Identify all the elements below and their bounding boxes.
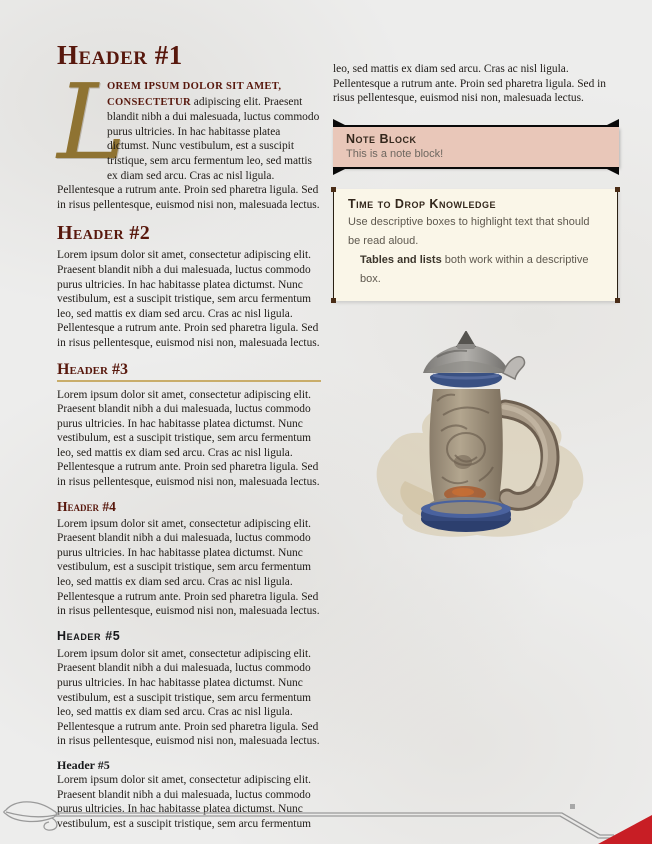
paragraph: Lorem ipsum dolor sit amet, consectetur adipiscing elit. Praesent blandit nibh a dui malesuada, luctus commodo purus ultricies. In hac habitasse platea dictumst. Nunc vestibulum, est a suscipit tristique, sem arcu fermentum leo, sed mattis ex diam sed arcu. Cras ac nisl ligula. Pellentesque a rutrum ante. Proin sed pharetra ligula. Sed in risus pellentesque, euismod nisi non, malesuada lectus. <box>57 388 320 489</box>
descriptive-line1: Use descriptive boxes to highlight text that should be read aloud. <box>348 215 590 247</box>
descriptive-line2-rest: both work within a descriptive box. <box>360 253 589 285</box>
paragraph-text: adipiscing elit. Praesent blandit nibh a dui malesuada, luctus commodo purus ultricies. In hac habitasse platea dictumst. Nunc vestibulum, est a suscipit tristique, sem arcu fermentum leo, sed mattis ex diam sed arcu. Cras ac nisl ligula. Pellentesque a rutrum ante. Proin sed pharetra ligula. Sed in risus pellentesque, euismod nisi non, malesuada lectus. <box>57 95 320 211</box>
descriptive-box <box>333 189 618 301</box>
beer-stein-image <box>345 331 595 543</box>
corner-dot <box>615 187 620 192</box>
footer-leaf <box>4 802 57 822</box>
heading-5: Header #5 <box>57 628 121 643</box>
heading-1: Header #1 <box>57 40 183 70</box>
note-bottom-border <box>333 167 619 175</box>
left-column <box>57 40 321 837</box>
paragraph: Lorem ipsum dolor sit amet, consectetur adipiscing elit. Praesent blandit nibh a dui malesuada, luctus commodo purus ultricies. In hac habitasse platea dictumst. Nunc vestibulum, est a suscipit tristique, sem arcu fermentum leo, sed mattis ex diam sed arcu. Cras ac nisl ligula. Pellentesque a rutrum ante. Proin sed pharetra ligula. Sed in risus pellentesque, euismod nisi non, malesuada lectus. <box>57 647 320 748</box>
footer-red-corner <box>598 815 652 844</box>
lead-caps-text: OREM IPSUM DOLOR SIT AMET, CONSECTETUR <box>107 81 282 108</box>
descriptive-text <box>348 213 603 289</box>
heading-3: Header #3 <box>57 361 321 382</box>
descriptive-bold-lead: Tables and lists <box>360 253 442 266</box>
note-block <box>333 119 619 175</box>
thumb-lever <box>503 356 525 378</box>
drop-cap-letter: L <box>57 61 127 183</box>
footer-rule-lower <box>54 816 612 838</box>
footer-square-dot <box>570 804 575 809</box>
heading-6: Header #5 <box>57 757 110 772</box>
illustration-container <box>345 331 619 548</box>
footer-flourish <box>0 796 652 844</box>
note-content <box>333 127 619 167</box>
continuation-paragraph: leo, sed mattis ex diam sed arcu. Cras ac nisl ligula. Pellentesque a rutrum ante. Proin sed pharetra ligula. Sed in risus pellentesque, euismod nisi non, malesuada lectus. <box>333 63 606 105</box>
paragraph-truncated: Lorem ipsum dolor sit amet, consectetur adipiscing elit. Praesent blandit nibh a dui malesuada, luctus commodo purus ultricies. In hac habitasse platea dictumst. Nunc vestibulum, est a suscipit tristique, sem arcu fermentum <box>57 773 312 830</box>
descriptive-line2 <box>360 251 603 289</box>
heading-2: Header #2 <box>57 222 151 245</box>
corner-dot <box>331 187 336 192</box>
note-top-border <box>333 119 619 127</box>
paragraph: Lorem ipsum dolor sit amet, consectetur adipiscing elit. Praesent blandit nibh a dui malesuada, luctus commodo purus ultricies. In hac habitasse platea dictumst. Nunc vestibulum, est a suscipit tristique, sem arcu fermentum leo, sed mattis ex diam sed arcu. Cras ac nisl ligula. Pellentesque a rutrum ante. Proin sed pharetra ligula. Sed in risus pellentesque, euismod nisi non, malesuada lectus. <box>57 249 320 349</box>
note-title: Note Block <box>346 131 417 146</box>
paragraph: Lorem ipsum dolor sit amet, consectetur adipiscing elit. Praesent blandit nibh a dui malesuada, luctus commodo purus ultricies. In hac habitasse platea dictumst. Nunc vestibulum, est a suscipit tristique, sem arcu fermentum leo, sed mattis ex diam sed arcu. Cras ac nisl ligula. Pellentesque a rutrum ante. Proin sed pharetra ligula. Sed in risus pellentesque, euismod nisi non, malesuada lectus. <box>57 517 320 618</box>
heading-4: Header #4 <box>57 498 116 514</box>
right-column <box>333 62 619 548</box>
corner-dot <box>615 298 620 303</box>
descriptive-title: Time to Drop Knowledge <box>348 196 496 211</box>
dropcap-paragraph <box>57 61 321 212</box>
corner-dot <box>331 298 336 303</box>
note-text: This is a note block! <box>346 147 444 160</box>
